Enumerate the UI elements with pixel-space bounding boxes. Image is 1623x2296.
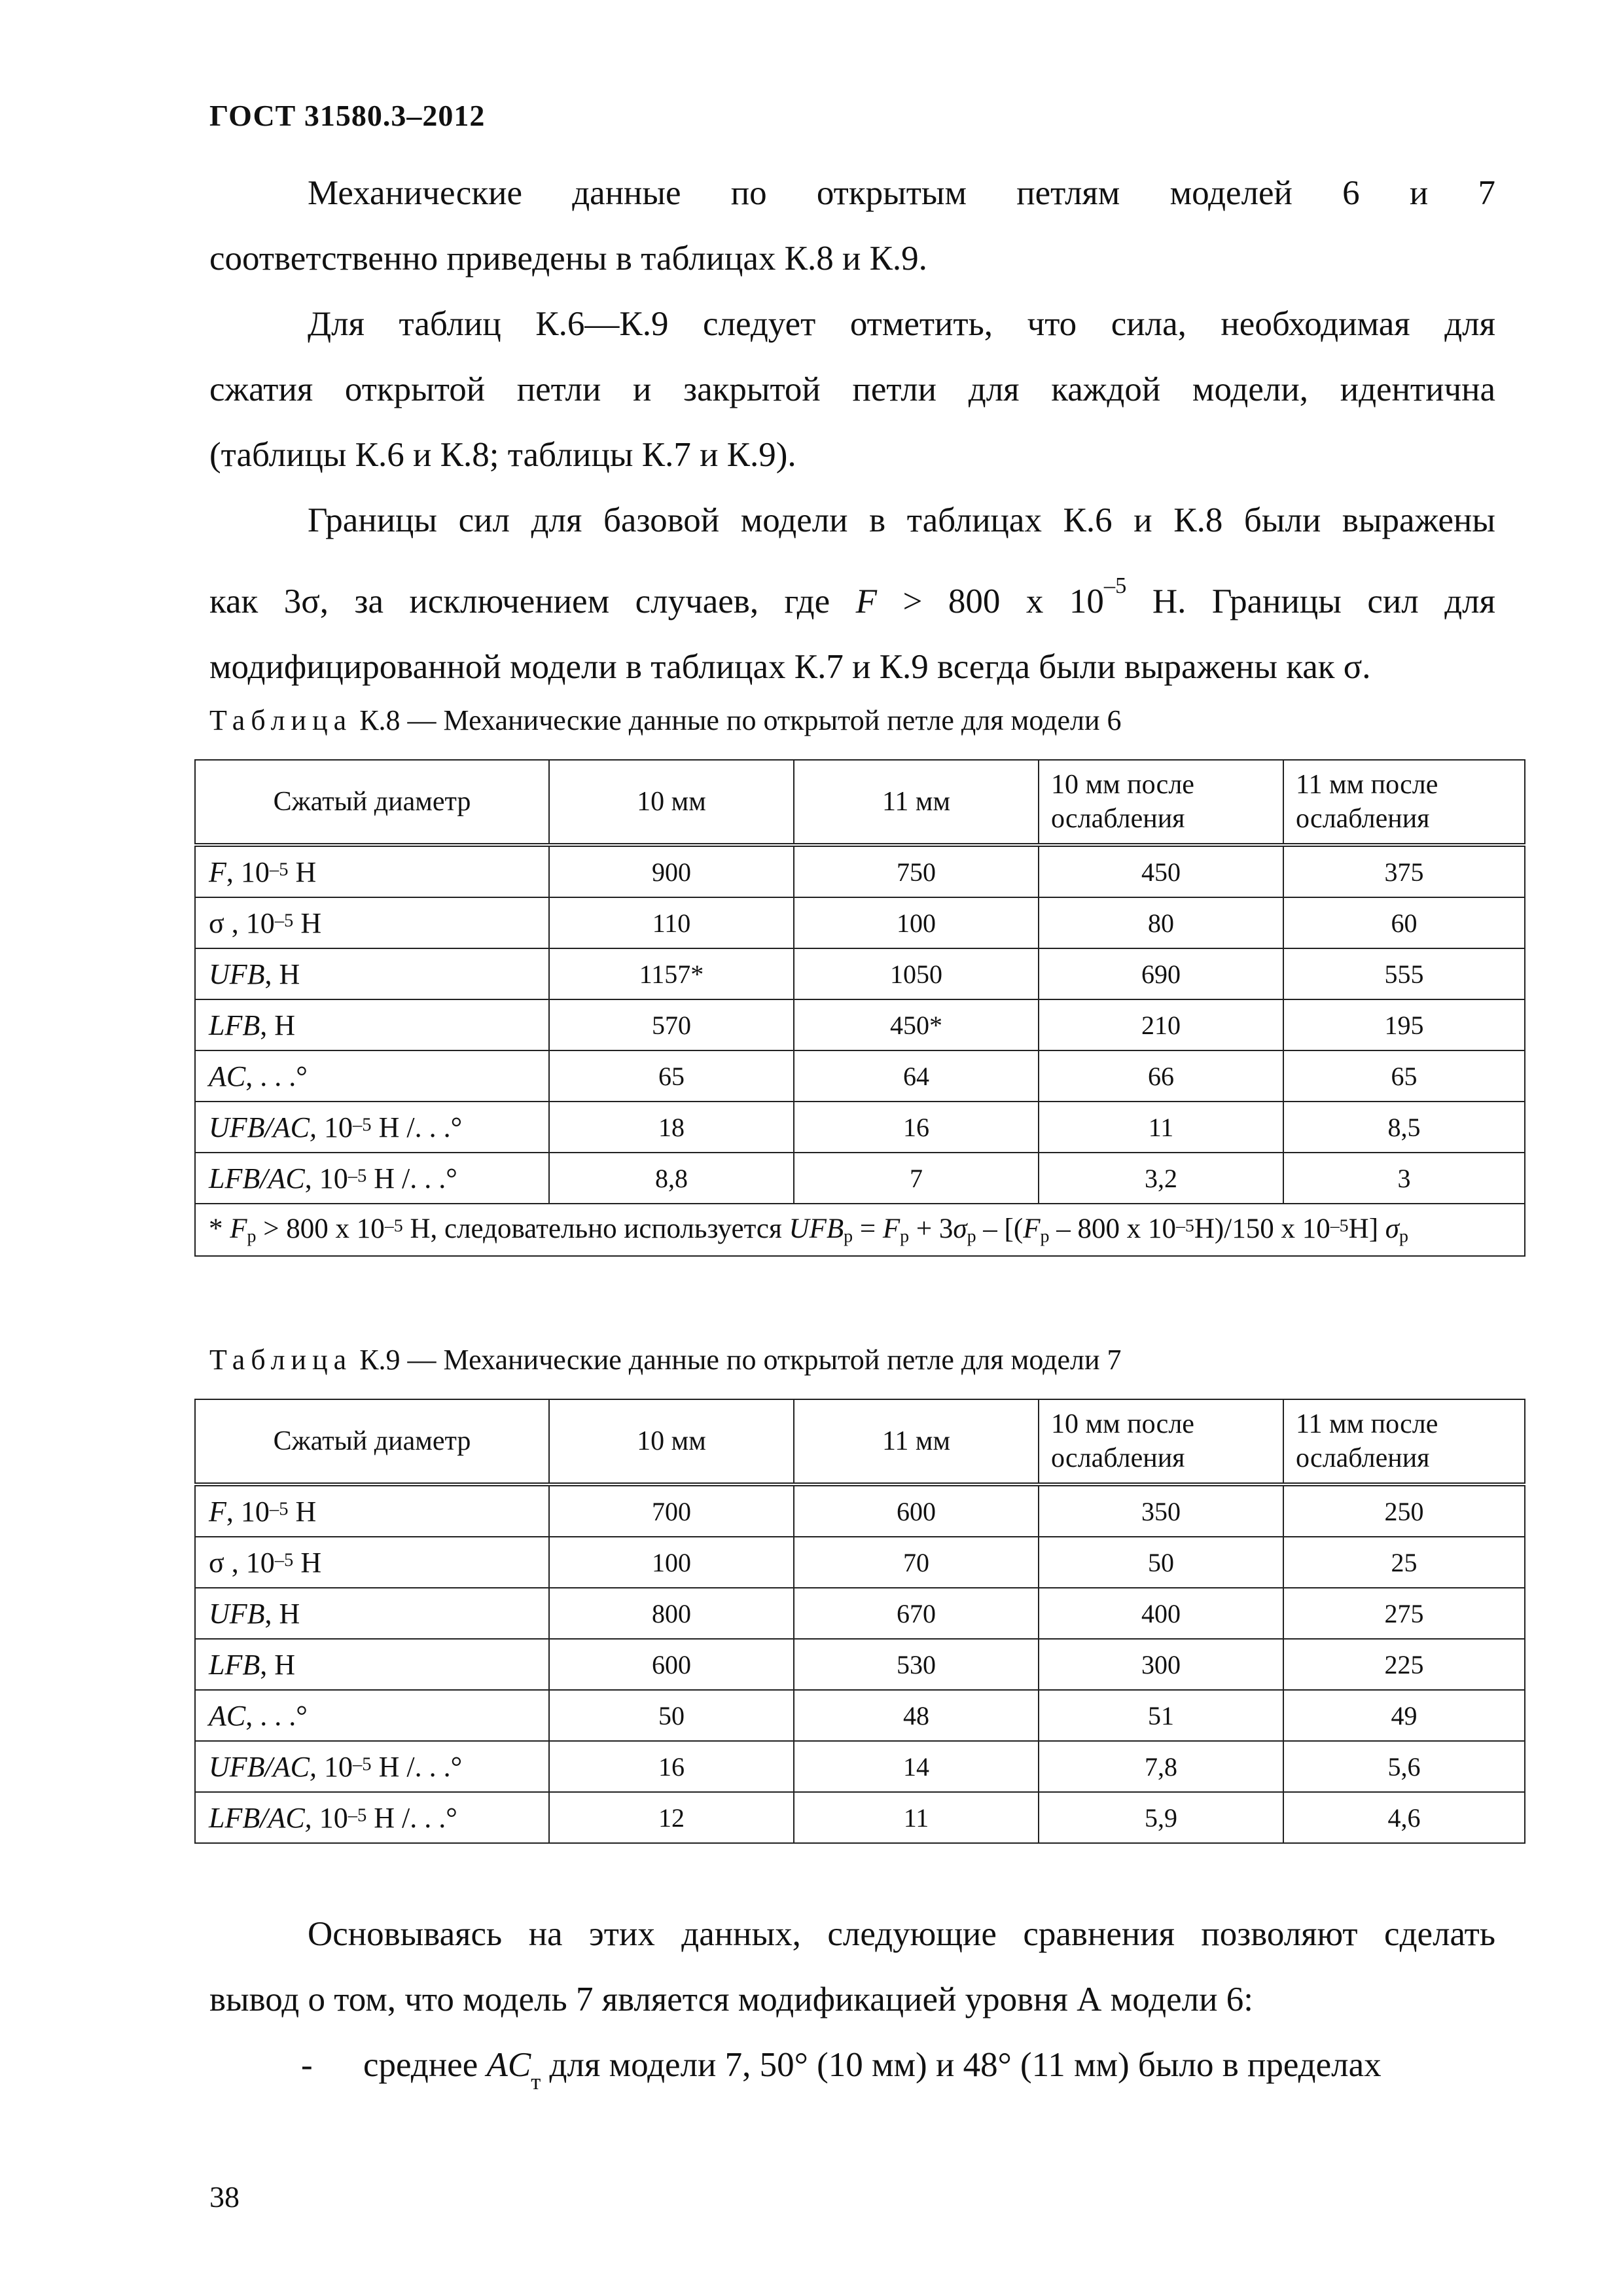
table-9-caption: Таблица К.9 — Механические данные по открытой петле для модели 7 bbox=[209, 1344, 1122, 1376]
table8-cell: 1157* bbox=[549, 948, 794, 999]
table8-cell: 80 bbox=[1039, 897, 1283, 948]
paragraph-1-line-2: соответственно приведены в таблицах К.8 и К.9. bbox=[209, 240, 927, 278]
table8-row bbox=[195, 845, 1525, 897]
paragraph-3-line-2: как 3σ, за исключением случаев, где F > 800 x $10^{-5}$ Н. Границы сил для bbox=[209, 573, 1496, 620]
table9-row-label: UFB, Н bbox=[195, 1588, 549, 1639]
table8-cell: 750 bbox=[794, 845, 1039, 897]
table-8-caption: Таблица К.8 — Механические данные по открытой петле для модели 6 bbox=[209, 704, 1122, 736]
table-8-header-cell: Сжатый диаметр bbox=[195, 760, 549, 845]
table8-row bbox=[195, 897, 1525, 948]
paragraph-4-line-1: Основываясь на этих данных, следующие сравнения позволяют сделать bbox=[308, 1915, 1495, 1953]
table8-cell: 18 bbox=[549, 1102, 794, 1153]
paragraph-3-line-1: Границы сил для базовой модели в таблицах К.6 и К.8 были выражены bbox=[308, 501, 1495, 539]
table8-cell: 690 bbox=[1039, 948, 1283, 999]
table9-cell: 350 bbox=[1039, 1484, 1283, 1537]
table8-cell: 8,8 bbox=[549, 1153, 794, 1204]
table8-cell: 11 bbox=[1039, 1102, 1283, 1153]
table9-cell: 300 bbox=[1039, 1639, 1283, 1690]
table8-cell: 60 bbox=[1283, 897, 1525, 948]
table9-cell: 14 bbox=[794, 1741, 1039, 1792]
table9-row bbox=[195, 1792, 1525, 1843]
table9-cell: 250 bbox=[1283, 1484, 1525, 1537]
paragraph-2-line-2: сжатия открытой петли и закрытой петли для каждой модели, идентична bbox=[209, 370, 1495, 408]
table8-row-label: UFB/AC, $10^{-5}$ Н /. . .° bbox=[195, 1102, 549, 1153]
table9-row bbox=[195, 1741, 1525, 1792]
table-8-footnote: * $F_p > 800$ x $10^{-5}$ Н, следовательно используется $UFB_p = F_p + 3\sigma_p - [(F_p - 800$ x $10^{-5}Н)/150$ x $10^{-5}Н$] $\sigma_p$ bbox=[195, 1204, 1525, 1256]
table-8-header-cell: 10 мм после ослабления bbox=[1039, 760, 1283, 845]
table8-cell: 555 bbox=[1283, 948, 1525, 999]
table8-row bbox=[195, 999, 1525, 1050]
table8-cell: 195 bbox=[1283, 999, 1525, 1050]
bullet-item: - среднее $AC_т$ для модели 7, 50° (10 мм) и 48° (11 мм) было в пределах bbox=[209, 2032, 1495, 2115]
table9-row-label: LFB, Н bbox=[195, 1639, 549, 1690]
table9-cell: 12 bbox=[549, 1792, 794, 1843]
table-8-header-row bbox=[195, 760, 1525, 845]
table8-cell: 7 bbox=[794, 1153, 1039, 1204]
table-9-header-row bbox=[195, 1399, 1525, 1484]
paragraph-4-line-2: вывод о том, что модель 7 является модификацией уровня А модели 6: bbox=[209, 1981, 1253, 2018]
table9-cell: 600 bbox=[794, 1484, 1039, 1537]
paragraph-4 bbox=[209, 1901, 1495, 2032]
table8-cell: 375 bbox=[1283, 845, 1525, 897]
table9-row bbox=[195, 1639, 1525, 1690]
table-8-header-cell: 11 мм bbox=[794, 760, 1039, 845]
table9-row-label: UFB/AC, $10^{-5}$ Н /. . .° bbox=[195, 1741, 549, 1792]
table8-cell: 16 bbox=[794, 1102, 1039, 1153]
table9-cell: 16 bbox=[549, 1741, 794, 1792]
table9-cell: 7,8 bbox=[1039, 1741, 1283, 1792]
table9-row-label: LFB/AC, $10^{-5}$ Н /. . .° bbox=[195, 1792, 549, 1843]
bullet-dash: - bbox=[301, 2046, 313, 2084]
table9-cell: 600 bbox=[549, 1639, 794, 1690]
table9-row bbox=[195, 1588, 1525, 1639]
table-8-header-cell: 10 мм bbox=[549, 760, 794, 845]
table8-cell: 210 bbox=[1039, 999, 1283, 1050]
table9-row bbox=[195, 1690, 1525, 1741]
paragraph-1-line-1: Механические данные по открытым петлям моделей 6 и 7 bbox=[308, 174, 1495, 212]
table8-cell: 100 bbox=[794, 897, 1039, 948]
table9-row-label: AC, . . .° bbox=[195, 1690, 549, 1741]
table9-cell: 48 bbox=[794, 1690, 1039, 1741]
table8-row bbox=[195, 1102, 1525, 1153]
table9-cell: 400 bbox=[1039, 1588, 1283, 1639]
table8-cell: 110 bbox=[549, 897, 794, 948]
table8-cell: 1050 bbox=[794, 948, 1039, 999]
table8-cell: 570 bbox=[549, 999, 794, 1050]
table8-row-label: AC, . . .° bbox=[195, 1050, 549, 1102]
table8-cell: 900 bbox=[549, 845, 794, 897]
table8-cell: 8,5 bbox=[1283, 1102, 1525, 1153]
table9-cell: 100 bbox=[549, 1537, 794, 1588]
table8-row bbox=[195, 1153, 1525, 1204]
table9-cell: 670 bbox=[794, 1588, 1039, 1639]
table8-cell: 3 bbox=[1283, 1153, 1525, 1204]
paragraph-1 bbox=[209, 160, 1495, 291]
table8-cell: 450* bbox=[794, 999, 1039, 1050]
table8-row-label: LFB, Н bbox=[195, 999, 549, 1050]
table8-cell: 65 bbox=[549, 1050, 794, 1102]
table9-cell: 50 bbox=[1039, 1537, 1283, 1588]
table-9 bbox=[194, 1399, 1525, 1844]
table-9-header-cell: 11 мм bbox=[794, 1399, 1039, 1484]
table8-cell: 3,2 bbox=[1039, 1153, 1283, 1204]
table-9-header-cell: 11 мм после ослабления bbox=[1283, 1399, 1525, 1484]
table-9-header-cell: 10 мм после ослабления bbox=[1039, 1399, 1283, 1484]
table-8-footnote-row bbox=[195, 1204, 1525, 1256]
table8-row-label: LFB/AC, $10^{-5}$ Н /. . .° bbox=[195, 1153, 549, 1204]
table8-row-label: UFB, Н bbox=[195, 948, 549, 999]
table-9-header-cell: Сжатый диаметр bbox=[195, 1399, 549, 1484]
table-9-header-cell: 10 мм bbox=[549, 1399, 794, 1484]
table8-row bbox=[195, 1050, 1525, 1102]
table9-cell: 275 bbox=[1283, 1588, 1525, 1639]
table9-cell: 49 bbox=[1283, 1690, 1525, 1741]
table8-row-label: F, $10^{-5}$ Н bbox=[195, 845, 549, 897]
table8-cell: 66 bbox=[1039, 1050, 1283, 1102]
document-header: ГОСТ 31580.3–2012 bbox=[209, 99, 486, 132]
table9-row-label: σ , $10^{-5}$ Н bbox=[195, 1537, 549, 1588]
table8-cell: 64 bbox=[794, 1050, 1039, 1102]
table8-cell: 65 bbox=[1283, 1050, 1525, 1102]
table9-cell: 50 bbox=[549, 1690, 794, 1741]
table9-cell: 225 bbox=[1283, 1639, 1525, 1690]
table9-row-label: F, $10^{-5}$ Н bbox=[195, 1484, 549, 1537]
table9-cell: 700 bbox=[549, 1484, 794, 1537]
table9-cell: 5,9 bbox=[1039, 1792, 1283, 1843]
table9-row bbox=[195, 1537, 1525, 1588]
table8-row-label: σ , $10^{-5}$ Н bbox=[195, 897, 549, 948]
page-number: 38 bbox=[209, 2180, 240, 2214]
table8-cell: 450 bbox=[1039, 845, 1283, 897]
table9-row bbox=[195, 1484, 1525, 1537]
table-8-header-cell: 11 мм после ослабления bbox=[1283, 760, 1525, 845]
paragraph-2-line-1: Для таблиц К.6—К.9 следует отметить, что сила, необходимая для bbox=[308, 305, 1495, 343]
paragraph-3 bbox=[209, 488, 1495, 700]
table8-row bbox=[195, 948, 1525, 999]
table9-cell: 530 bbox=[794, 1639, 1039, 1690]
table9-cell: 70 bbox=[794, 1537, 1039, 1588]
table9-cell: 25 bbox=[1283, 1537, 1525, 1588]
table9-cell: 11 bbox=[794, 1792, 1039, 1843]
paragraph-2-line-3: (таблицы К.6 и К.8; таблицы К.7 и К.9). bbox=[209, 436, 796, 474]
table9-cell: 51 bbox=[1039, 1690, 1283, 1741]
table9-cell: 4,6 bbox=[1283, 1792, 1525, 1843]
table9-cell: 5,6 bbox=[1283, 1741, 1525, 1792]
paragraph-2 bbox=[209, 291, 1495, 488]
table9-cell: 800 bbox=[549, 1588, 794, 1639]
paragraph-3-line-3: модифицированной модели в таблицах К.7 и К.9 всегда были выражены как σ. bbox=[209, 648, 1371, 686]
table-8 bbox=[194, 759, 1525, 1257]
